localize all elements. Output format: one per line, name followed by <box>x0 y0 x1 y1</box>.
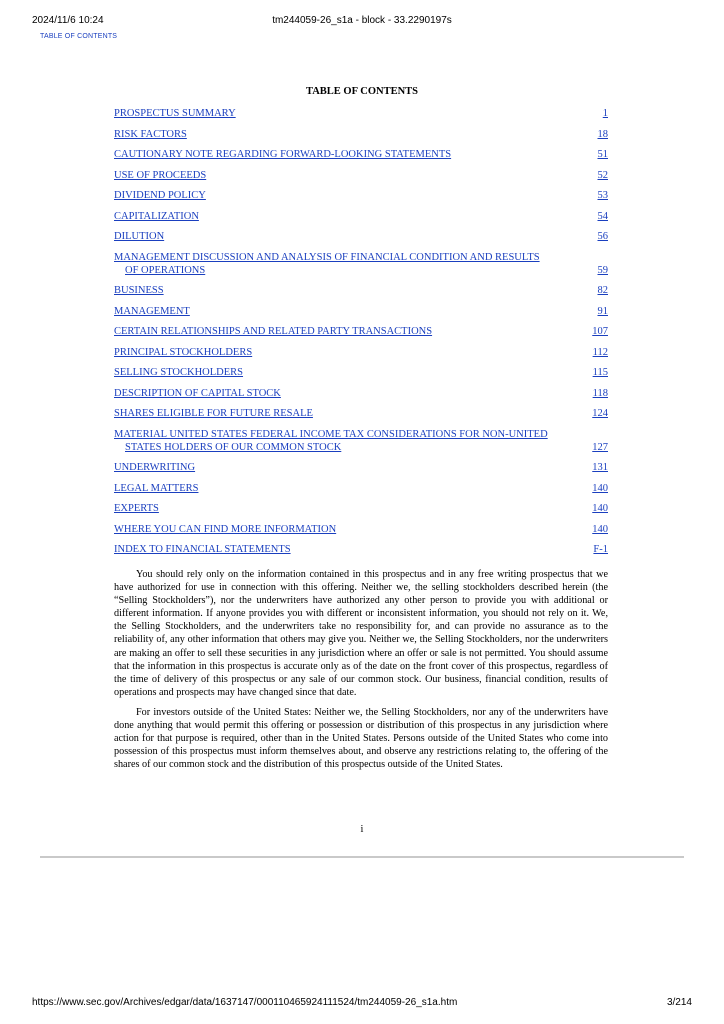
toc-entry-link[interactable] <box>114 210 584 223</box>
toc-entry-link[interactable] <box>114 428 584 454</box>
toc-page-link[interactable]: 115 <box>592 367 608 378</box>
print-document-title: tm244059-26_s1a - block - 33.2290197s <box>272 15 452 26</box>
toc-entry <box>114 325 608 338</box>
table-of-contents <box>114 107 608 564</box>
toc-entry <box>114 428 608 454</box>
toc-entry-link[interactable] <box>114 189 584 202</box>
toc-entry-link[interactable] <box>114 284 584 297</box>
toc-entry-link[interactable] <box>114 169 584 182</box>
toc-entry-link[interactable] <box>114 346 584 359</box>
toc-page-link[interactable]: 53 <box>597 190 608 201</box>
toc-entry-link[interactable] <box>114 128 584 141</box>
toc-page-link[interactable]: 124 <box>592 408 608 419</box>
toc-entry-title: PRINCIPAL STOCKHOLDERS <box>114 346 253 358</box>
page-divider <box>40 856 684 858</box>
toc-entry-link[interactable] <box>114 407 584 420</box>
toc-entry <box>114 346 608 359</box>
toc-entry-title: MANAGEMENT <box>114 305 190 317</box>
toc-entry <box>114 482 608 495</box>
toc-entry-title: CERTAIN RELATIONSHIPS AND RELATED PARTY TRANSACTIONS <box>114 326 433 337</box>
toc-entry-title: UNDERWRITING <box>114 462 196 473</box>
toc-entry-link[interactable] <box>114 502 584 515</box>
toc-page-link[interactable]: F-1 <box>593 544 608 555</box>
toc-entry-link[interactable] <box>114 461 584 474</box>
toc-entry <box>114 407 608 420</box>
toc-entry-link[interactable] <box>114 305 584 318</box>
toc-entry-title: SHARES ELIGIBLE FOR FUTURE RESALE <box>114 408 313 419</box>
toc-entry <box>114 387 608 400</box>
toc-entry <box>114 107 608 120</box>
toc-page-link[interactable]: 118 <box>592 387 608 399</box>
toc-page-link[interactable]: 107 <box>592 326 608 337</box>
toc-entry-link[interactable] <box>114 523 584 536</box>
toc-page-link[interactable]: 52 <box>597 169 608 181</box>
toc-entry <box>114 230 608 243</box>
toc-entry <box>114 543 608 556</box>
toc-entry-link[interactable] <box>114 387 584 400</box>
toc-page-link[interactable]: 56 <box>597 231 608 242</box>
table-of-contents-link[interactable]: TABLE OF CONTENTS <box>40 33 118 40</box>
toc-page-link[interactable]: 127 <box>592 441 608 453</box>
toc-entry-title-continued: OF OPERATIONS <box>125 264 206 276</box>
toc-page-link[interactable]: 140 <box>592 503 608 514</box>
toc-page-link[interactable]: 82 <box>597 285 608 296</box>
toc-entry <box>114 461 608 474</box>
toc-entry-title: CAPITALIZATION <box>114 210 199 222</box>
toc-entry <box>114 305 608 318</box>
toc-entry-link[interactable] <box>114 325 584 338</box>
toc-entry <box>114 366 608 379</box>
toc-page-link[interactable]: 91 <box>597 305 608 317</box>
disclaimer-paragraph: You should rely only on the information contained in this prospectus and in any free writing prospectus that we have authorized for use in connection with this offering. Neither we, the selling stockholders described herein (the “Selling Stockholders”), nor the underwriters have authorized any other person to provide you with additional or different information. If anyone provides you with different or inconsistent information, you should not rely on it. We, the Selling Stockholders, and the underwriters take no responsibility for, and can provide no assurance as to the reliability of, any other information that others may give you. Neither we, the Selling Stockholders, nor the underwriters are making an offer to sell these securities in any jurisdiction where an offer or sale is not permitted. You should assume that the information in this prospectus is accurate only as of the date on the front cover of this prospectus, regardless of the time of delivery of this prospectus or any sale of our common stock. Our business, financial condition, results of operations and prospects may have changed since that date. <box>114 569 608 698</box>
toc-entry <box>114 169 608 182</box>
toc-entry-title: DESCRIPTION OF CAPITAL STOCK <box>114 387 281 399</box>
toc-entry <box>114 502 608 515</box>
print-datetime: 2024/11/6 10:24 <box>32 15 104 26</box>
toc-page-link[interactable]: 51 <box>597 149 608 160</box>
toc-entry-link[interactable] <box>114 251 584 277</box>
disclaimer-paragraph: For investors outside of the United States: Neither we, the Selling Stockholders, nor any of the underwriters have done anything that would permit this offering or possession or distribution of this prospectus in any jurisdiction where action for that purpose is required, other than in the United States. Persons outside of the United States who come into possession of this prospectus must inform themselves about, and observe any restrictions relating to, the offering of the shares of our common stock and the distribution of this prospectus outside of the United States. <box>114 706 608 771</box>
disclaimer-text <box>114 568 608 778</box>
print-footer <box>32 997 692 1011</box>
page-number: i <box>360 824 364 835</box>
toc-page-link[interactable]: 140 <box>592 523 608 535</box>
toc-entry-title: SELLING STOCKHOLDERS <box>114 367 244 378</box>
print-header <box>32 15 692 29</box>
toc-entry-link[interactable] <box>114 482 584 495</box>
toc-entry-title: RISK FACTORS <box>114 128 187 140</box>
toc-entry <box>114 148 608 161</box>
print-url: https://www.sec.gov/Archives/edgar/data/1637147/000110465924111524/tm244059-26_s1a.htm <box>32 997 458 1008</box>
toc-entry-link[interactable] <box>114 148 584 161</box>
toc-page-link[interactable]: 18 <box>597 128 608 140</box>
toc-entry <box>114 284 608 297</box>
toc-page-link[interactable]: 54 <box>597 210 608 222</box>
toc-entry-title: PROSPECTUS SUMMARY <box>114 108 236 119</box>
toc-page-link[interactable]: 112 <box>592 346 608 358</box>
toc-page-link[interactable]: 1 <box>602 108 608 119</box>
toc-entry-title: MATERIAL UNITED STATES FEDERAL INCOME TAX CONSIDERATIONS FOR NON-UNITED <box>114 428 548 440</box>
toc-entry-title: USE OF PROCEEDS <box>114 169 207 181</box>
toc-entry <box>114 251 608 277</box>
toc-entry-title: WHERE YOU CAN FIND MORE INFORMATION <box>114 523 337 535</box>
toc-page-link[interactable]: 59 <box>597 264 608 276</box>
toc-entry-title: INDEX TO FINANCIAL STATEMENTS <box>114 544 291 555</box>
toc-entry <box>114 128 608 141</box>
toc-entry-title: LEGAL MATTERS <box>114 482 199 494</box>
toc-entry-link[interactable] <box>114 107 584 120</box>
toc-entry-title: EXPERTS <box>114 503 159 514</box>
toc-entry-title-continued: STATES HOLDERS OF OUR COMMON STOCK <box>125 441 342 453</box>
toc-page-link[interactable]: 140 <box>592 482 608 494</box>
toc-entry-title: DILUTION <box>114 231 165 242</box>
toc-entry-link[interactable] <box>114 230 584 243</box>
toc-entry <box>114 189 608 202</box>
toc-entry-link[interactable] <box>114 543 584 556</box>
toc-entry-link[interactable] <box>114 366 584 379</box>
toc-entry-title: MANAGEMENT DISCUSSION AND ANALYSIS OF FINANCIAL CONDITION AND RESULTS <box>114 251 540 263</box>
print-page-count: 3/214 <box>666 997 692 1008</box>
toc-entry-title: BUSINESS <box>114 285 164 296</box>
page-title: TABLE OF CONTENTS <box>305 86 419 97</box>
toc-entry-title: CAUTIONARY NOTE REGARDING FORWARD-LOOKING STATEMENTS <box>114 149 452 160</box>
toc-entry-title: DIVIDEND POLICY <box>114 190 206 201</box>
toc-entry <box>114 210 608 223</box>
toc-page-link[interactable]: 131 <box>592 462 608 473</box>
toc-entry <box>114 523 608 536</box>
